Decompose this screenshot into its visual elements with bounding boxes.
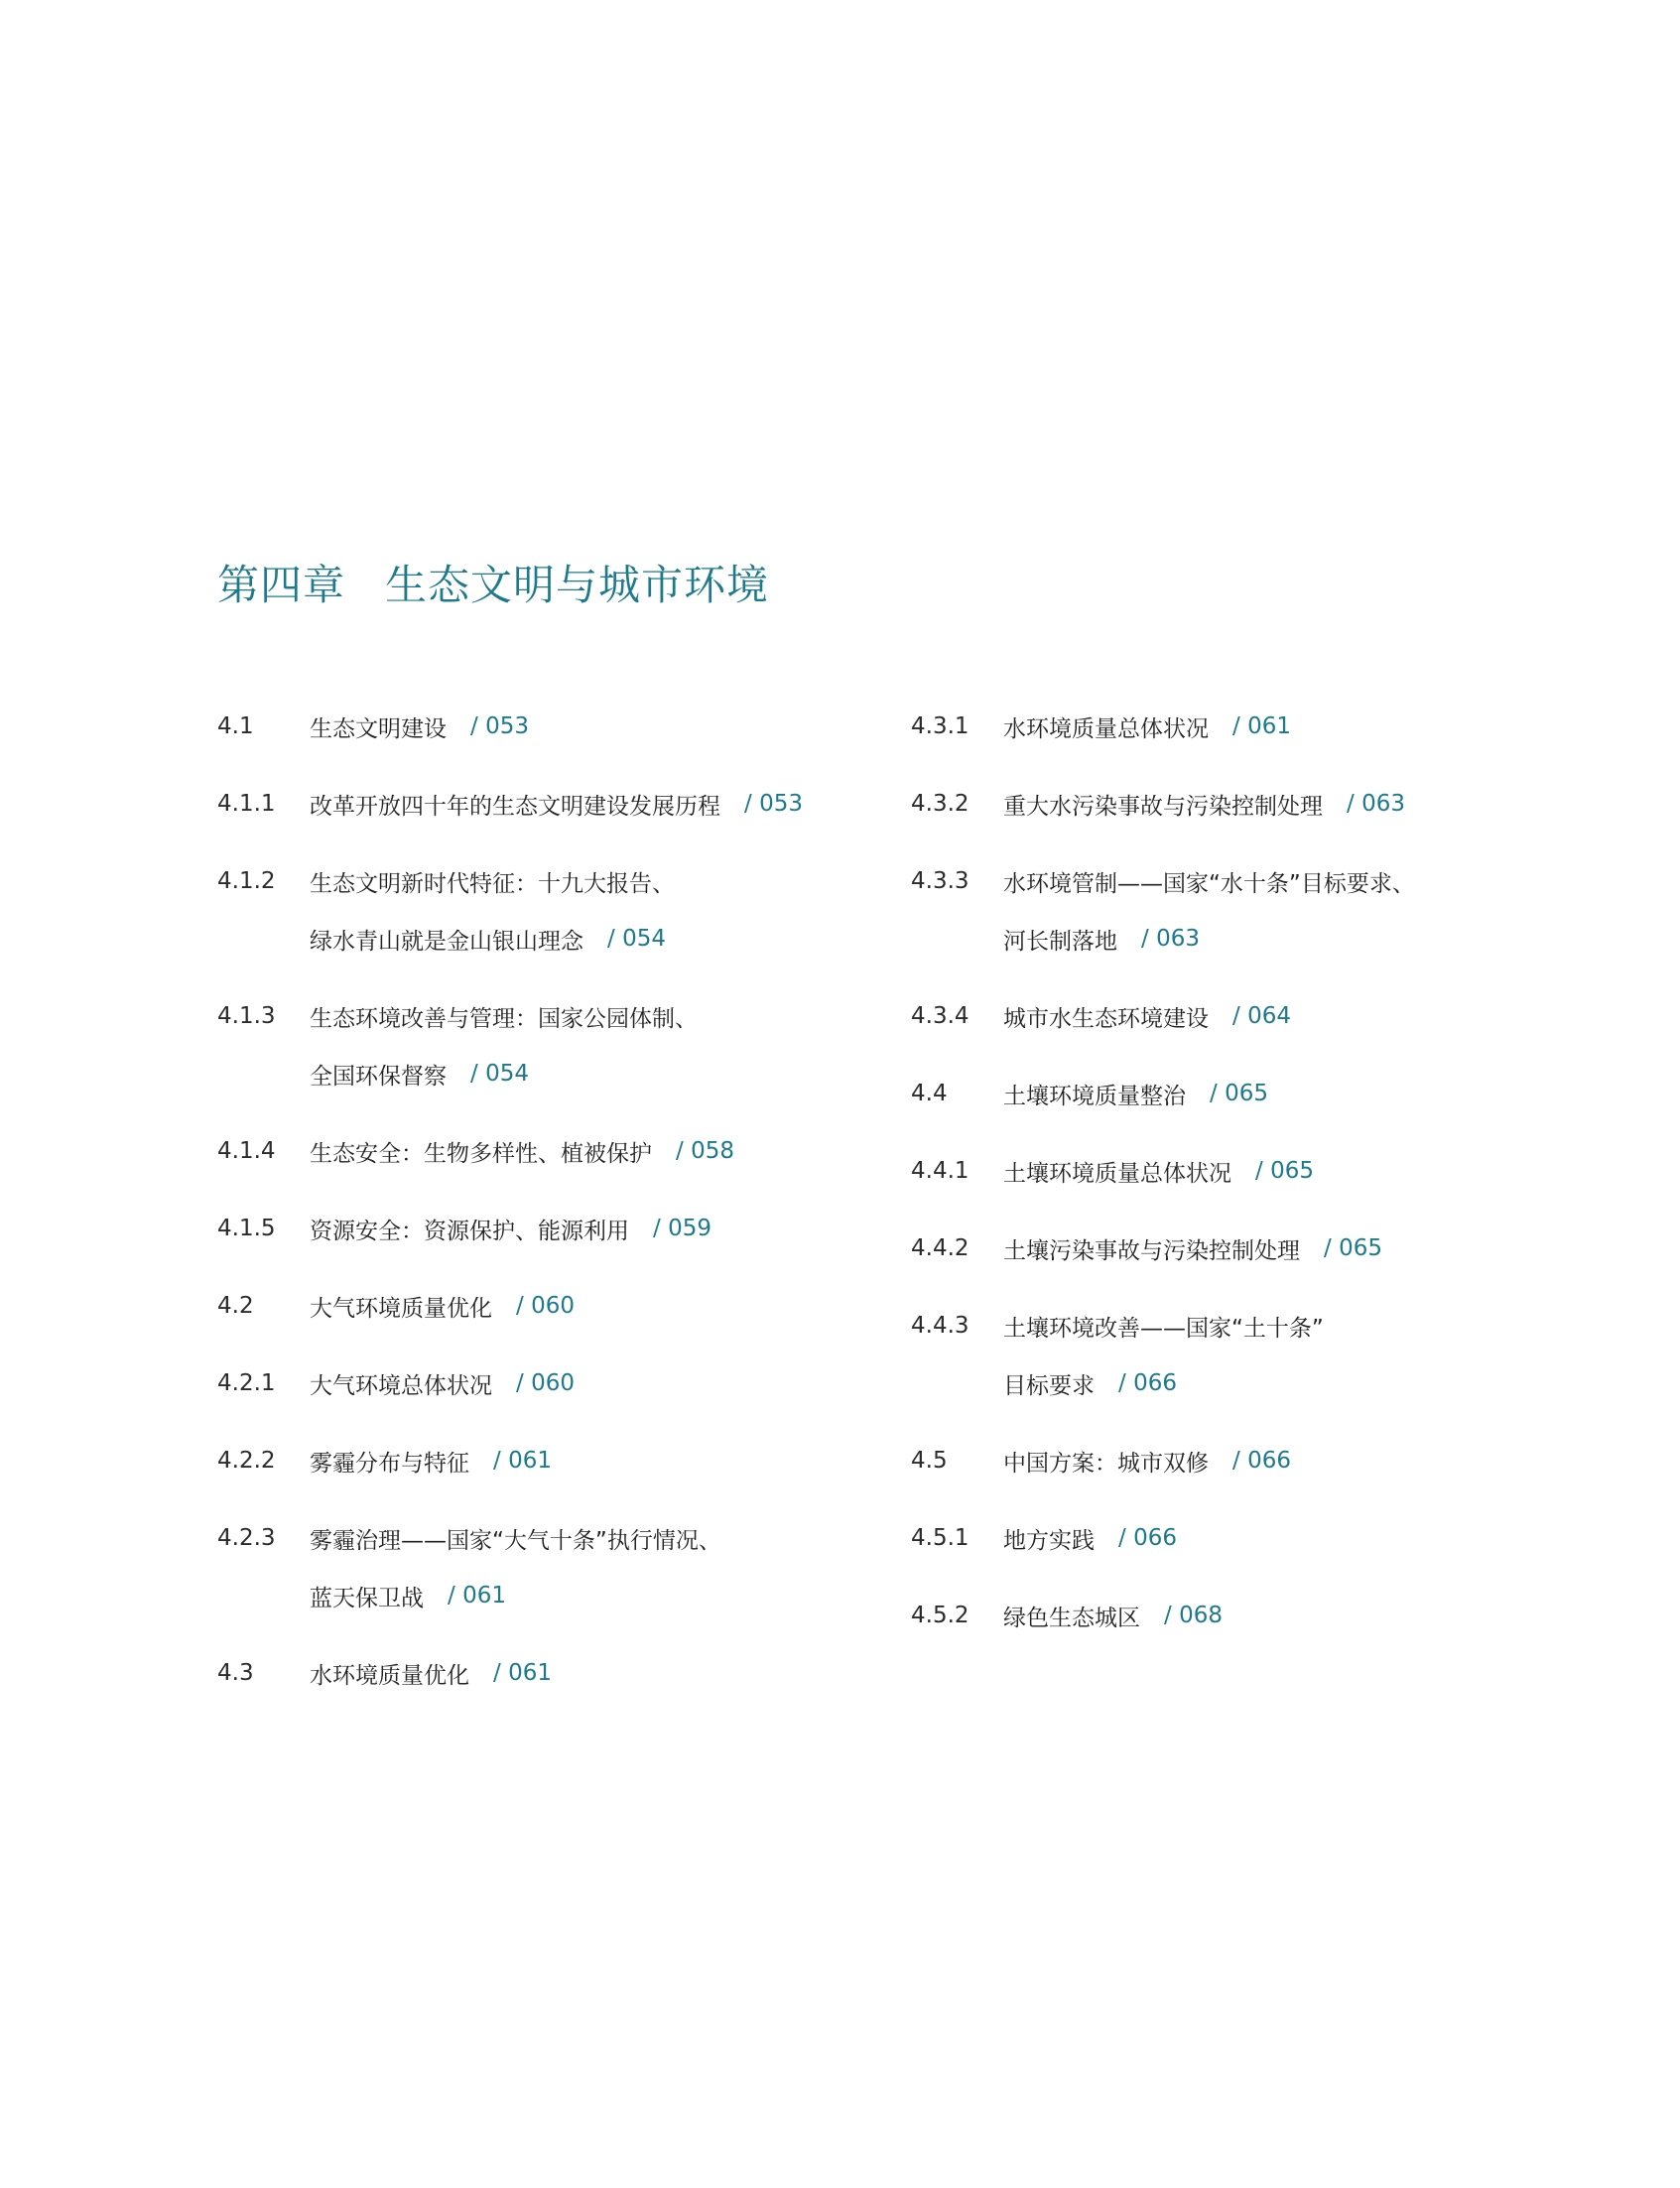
toc-section-number: 4.3.1 [911,713,969,739]
toc-right-column [911,698,1645,1664]
toc-entry-line [911,987,1645,1045]
toc-entry-line [911,1220,1645,1277]
toc-section-title: 地方实践 [1003,1527,1095,1554]
toc-section-title: 蓝天保卫战 [310,1585,424,1611]
toc-page-number: / 060 [516,1293,575,1319]
toc-entry[interactable] [217,1354,892,1412]
toc-entry[interactable] [911,1297,1645,1412]
toc-page-number: / 054 [470,1061,529,1087]
toc-section-title: 土壤环境质量整治 [1003,1083,1186,1109]
toc-entry-line [911,775,1645,833]
toc-entry[interactable] [217,1644,892,1702]
toc-entry-line [217,1045,892,1102]
toc-entry[interactable] [911,698,1645,755]
toc-entry[interactable] [217,1122,892,1180]
toc-section-title: 改革开放四十年的生态文明建设发展历程 [310,793,720,820]
toc-section-title: 河长制落地 [1003,928,1117,955]
toc-page-number: / 066 [1118,1525,1177,1551]
toc-page-number: / 061 [448,1583,506,1609]
chapter-number: 第四章 [217,561,346,609]
toc-section-number: 4.4 [911,1081,948,1106]
toc-entry-line [217,1200,892,1257]
toc-page-number: / 066 [1232,1448,1291,1474]
toc-page-number: / 060 [516,1370,575,1396]
toc-entry-line [911,1142,1645,1200]
toc-entry-line [911,1065,1645,1122]
toc-entry[interactable] [911,1509,1645,1567]
toc-section-number: 4.5.1 [911,1525,969,1551]
toc-entry-line [217,987,892,1045]
toc-page-number: / 061 [493,1448,552,1474]
toc-section-title: 土壤环境改善——国家“土十条” [1003,1315,1324,1342]
toc-entry-line [217,1277,892,1335]
toc-section-number: 4.5.2 [911,1603,969,1628]
toc-left-column [217,698,892,1722]
toc-page-number: / 058 [676,1138,734,1164]
toc-section-number: 4.3.4 [911,1003,969,1029]
toc-entry-line [911,1297,1645,1354]
toc-section-title: 水环境管制——国家“水十条”目标要求、 [1003,870,1415,897]
toc-entry-line [911,1432,1645,1489]
toc-section-title: 水环境质量优化 [310,1662,469,1689]
toc-entry-line [911,852,1645,910]
toc-section-title: 城市水生态环境建设 [1003,1005,1209,1032]
toc-section-number: 4.1.5 [217,1216,276,1241]
toc-section-number: 4.2.2 [217,1448,276,1474]
toc-entry-line [217,1122,892,1180]
toc-section-number: 4.1.3 [217,1003,276,1029]
toc-section-number: 4.2.3 [217,1525,276,1551]
toc-page-number: / 068 [1164,1603,1223,1628]
toc-section-title: 水环境质量总体状况 [1003,715,1209,742]
toc-section-number: 4.5 [911,1448,948,1474]
toc-page-number: / 053 [470,713,529,739]
toc-page-number: / 065 [1324,1235,1382,1261]
toc-entry[interactable] [911,1142,1645,1200]
toc-entry-line [911,698,1645,755]
toc-entry[interactable] [217,698,892,755]
toc-section-title: 绿色生态城区 [1003,1605,1140,1631]
toc-entry[interactable] [911,1587,1645,1644]
toc-section-number: 4.1.4 [217,1138,276,1164]
toc-section-title: 全国环保督察 [310,1063,447,1090]
toc-entry-line [911,910,1645,967]
toc-section-title: 大气环境总体状况 [310,1372,492,1399]
toc-section-number: 4.4.1 [911,1158,969,1184]
toc-entry-line [911,1509,1645,1567]
toc-entry[interactable] [217,1509,892,1624]
toc-page-number: / 053 [744,791,803,817]
toc-section-number: 4.1.1 [217,791,276,817]
toc-section-number: 4.1.2 [217,868,276,894]
toc-entry-line [217,775,892,833]
toc-page-number: / 066 [1118,1370,1177,1396]
toc-section-title: 目标要求 [1003,1372,1095,1399]
toc-entry-line [217,1644,892,1702]
chapter-name: 生态文明与城市环境 [385,561,770,609]
toc-section-number: 4.3 [217,1660,254,1686]
toc-section-title: 中国方案：城市双修 [1003,1450,1209,1477]
toc-section-title: 生态文明建设 [310,715,447,742]
toc-section-title: 雾霾治理——国家“大气十条”执行情况、 [310,1527,721,1554]
toc-section-title: 土壤污染事故与污染控制处理 [1003,1237,1300,1264]
toc-entry[interactable] [217,775,892,833]
toc-entry[interactable] [911,852,1645,967]
toc-section-number: 4.3.3 [911,868,969,894]
toc-section-number: 4.1 [217,713,254,739]
toc-entry[interactable] [217,852,892,967]
toc-section-title: 资源安全：资源保护、能源利用 [310,1218,629,1244]
toc-section-title: 生态安全：生物多样性、植被保护 [310,1140,652,1167]
toc-section-number: 4.2 [217,1293,254,1319]
toc-section-title: 大气环境质量优化 [310,1295,492,1322]
toc-section-title: 生态环境改善与管理：国家公园体制、 [310,1005,698,1032]
toc-page-number: / 059 [653,1216,711,1241]
toc-section-title: 绿水青山就是金山银山理念 [310,928,583,955]
toc-entry[interactable] [911,1065,1645,1122]
toc-section-title: 重大水污染事故与污染控制处理 [1003,793,1323,820]
toc-section-title: 雾霾分布与特征 [310,1450,469,1477]
toc-entry-line [217,910,892,967]
toc-entry-line [217,852,892,910]
toc-page-number: / 063 [1347,791,1405,817]
toc-page-number: / 065 [1255,1158,1314,1184]
toc-entry-line [911,1587,1645,1644]
toc-entry-line [217,1567,892,1624]
toc-section-number: 4.3.2 [911,791,969,817]
toc-section-number: 4.4.2 [911,1235,969,1261]
toc-entry-line [217,698,892,755]
toc-page-number: / 054 [607,926,666,952]
toc-entry[interactable] [911,987,1645,1045]
toc-section-number: 4.4.3 [911,1313,969,1339]
toc-entry[interactable] [911,1220,1645,1277]
toc-section-title: 生态文明新时代特征：十九大报告、 [310,870,675,897]
toc-page-number: / 061 [493,1660,552,1686]
toc-page-number: / 064 [1232,1003,1291,1029]
toc-page-number: / 061 [1232,713,1291,739]
toc-page-number: / 065 [1210,1081,1268,1106]
toc-entry-line [911,1354,1645,1412]
toc-entry[interactable] [217,1200,892,1257]
toc-section-title: 土壤环境质量总体状况 [1003,1160,1231,1187]
toc-entry[interactable] [217,1432,892,1489]
toc-page-number: / 063 [1141,926,1200,952]
toc-entry[interactable] [911,775,1645,833]
toc-entry[interactable] [217,987,892,1102]
toc-entry[interactable] [911,1432,1645,1489]
toc-entry-line [217,1432,892,1489]
toc-section-number: 4.2.1 [217,1370,276,1396]
toc-entry-line [217,1509,892,1567]
toc-entry[interactable] [217,1277,892,1335]
chapter-title [217,556,769,615]
toc-entry-line [217,1354,892,1412]
